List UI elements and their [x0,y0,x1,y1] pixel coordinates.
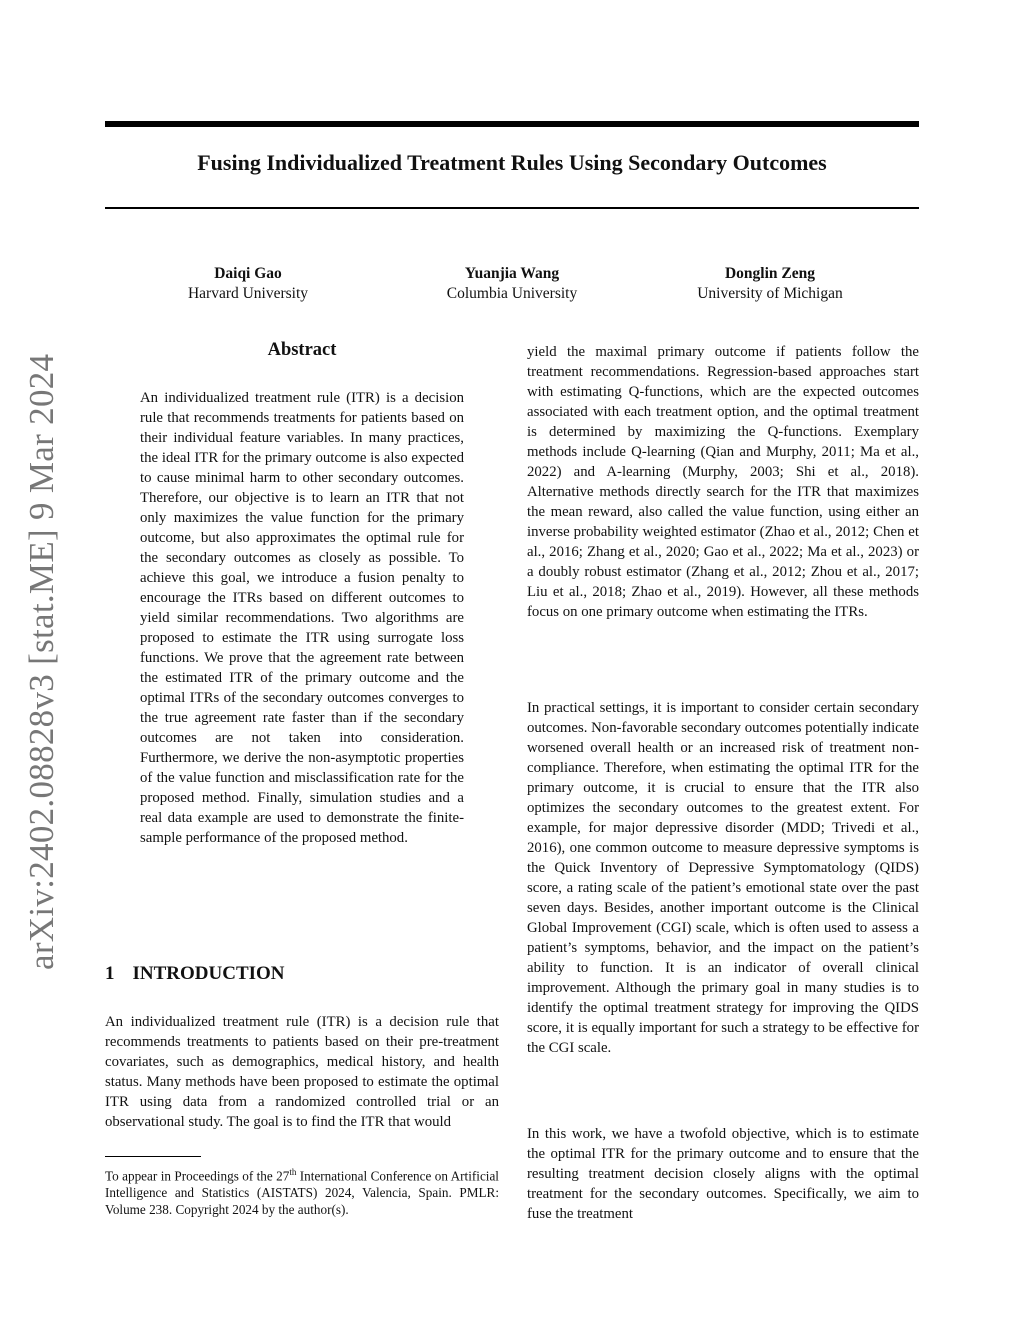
author-name: Yuanjia Wang [464,265,560,282]
author-block-3 [650,264,890,304]
section-heading [105,963,285,985]
footnote-rule [105,1156,201,1157]
footnote-text-end: International Conference on Artificial Intelligence and Statistics (AISTATS) 2024, Valencia, Spain. PMLR: Volume 238. Copyright 2024 by the author(s). [105,1168,499,1218]
author-block-1 [128,264,368,304]
author-affiliation: Columbia University [446,285,578,302]
footnote-text-start: To appear in Proceedings of the 27 [105,1168,290,1184]
abstract-heading: Abstract [267,340,337,360]
footnote-superscript: th [289,1167,297,1177]
paper-title: Fusing Individualized Treatment Rules Using Secondary Outcomes [197,150,827,175]
section-number: 1 [105,963,115,984]
abstract-text: An individualized treatment rule (ITR) is a decision rule that recommends treatments for patients based on their individual feature variables. In many practices, the ideal ITR for the primary outcome is also expected to cause minimal harm to other secondary outcomes. Therefore, our objective is to learn an ITR that not only maximizes the value function for the primary outcome, but also approximates the optimal rule for the secondary outcomes as closely as possible. To achieve this goal, we introduce a fusion penalty to encourage the ITRs based on different outcomes to yield similar recommendations. Two algorithms are proposed to estimate the ITR using surrogate loss functions. We prove that the agreement rate between the estimated ITR of the primary outcome and the optimal ITRs of the secondary outcomes converges to the true agreement rate faster than if the secondary outcomes are not taken into consideration. Furthermore, we derive the non-asymptotic properties of the value function and misclassification rate for the proposed method. Finally, simulation studies and a real data example are used to demonstrate the finite-sample performance of the proposed method. [140,390,464,846]
author-name: Donglin Zeng [724,265,815,282]
author-name: Daiqi Gao [214,265,282,282]
body-paragraph: yield the maximal primary outcome if patients follow the treatment recommendations. Regression-based approaches start with estimating Q-functions, which are the expected outcomes associated with each treatment option, and the optimal treatment is determined by maximizing the Q-functions. Exemplary methods include Q-learning (Qian and Murphy, 2011; Ma et al., 2022) and A-learning (Murphy, 2003; Shi et al., 2018). Alternative methods directly search for the ITR that maximizes the mean reward, also called the value function, using either an inverse probability weighted estimator (Zhao et al., 2012; Chen et al., 2016; Zhang et al., 2020; Gao et al., 2022; Ma et al., 2023) or a doubly robust estimator (Zhang et al., 2012; Zhou et al., 2017; Liu et al., 2018; Zhao et al., 2019). However, all these methods focus on one primary outcome when estimating the ITRs. [527,344,919,620]
author-affiliation: Harvard University [187,285,309,302]
section-title: INTRODUCTION [132,963,285,984]
body-paragraph: In practical settings, it is important to consider certain secondary outcomes. Non-favorable secondary outcomes potentially indicate worsened overall health or an increased risk of treatment non-compliance. Therefore, when estimating the optimal ITR for the primary outcome, it is crucial to ensure that the ITR also optimizes the secondary outcomes to the greatest extent. For example, for major depressive disorder (MDD; Trivedi et al., 2016), one common outcome to measure depressive symptoms is the Quick Inventory of Depressive Symptomatology (QIDS) score, a rating scale of the patient’s emotional state over the past seven days. Besides, another important outcome is the Clinical Global Improvement (CGI) scale, which is often used to assess a patient’s symptoms, behavior, and the impact on the patient’s ability to function. It is an indicator of overall clinical improvement. Although the primary goal in many studies is to identify the optimal treatment strategy for improving the QIDS score, it is equally important for such a strategy to be effective for the CGI scale. [527,700,919,1056]
arxiv-watermark: arXiv:2402.08828v3 [stat.ME] 9 Mar 2024 [22,353,61,970]
title-top-rule [105,121,919,127]
author-block-2 [392,264,632,304]
title-bottom-rule [105,207,919,209]
author-affiliation: University of Michigan [697,285,843,302]
body-paragraph: In this work, we have a twofold objective, which is to estimate the optimal ITR for the primary outcome and to ensure that the resulting treatment decision closely aligns with the optimal treatment for the secondary outcomes. Specifically, we aim to fuse the treatment [527,1126,919,1222]
intro-paragraph: An individualized treatment rule (ITR) is a decision rule that recommends treatments to patients based on their pre-treatment covariates, such as demographics, medical history, and health status. Many methods have been proposed to estimate the optimal ITR using data from a randomized controlled trial or an observational study. The goal is to find the ITR that would [105,1014,499,1130]
footnote [105,1164,499,1218]
